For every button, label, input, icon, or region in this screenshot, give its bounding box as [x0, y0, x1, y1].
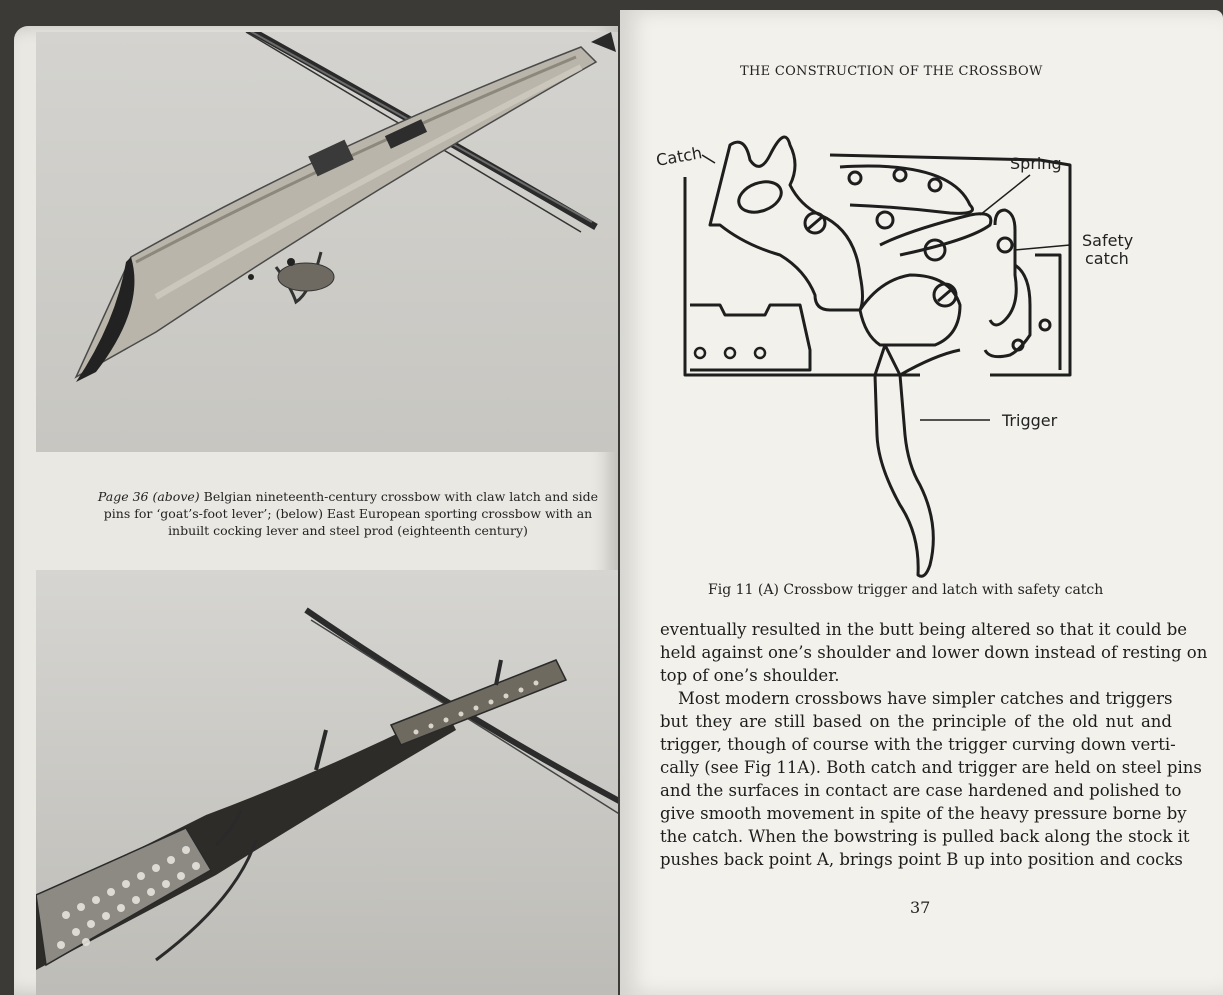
caption-line-1: [86, 488, 610, 505]
caption-page-ref: Page 36 (above): [97, 489, 200, 504]
body-line-1: eventually resulted in the butt being altered so that it could be: [660, 620, 1188, 639]
label-safety-catch-2: catch: [1085, 249, 1129, 268]
body-line-2: held against one’s shoulder and lower down instead of resting on: [660, 643, 1208, 662]
right-page: [620, 10, 1223, 995]
label-trigger: Trigger: [1002, 411, 1058, 430]
left-page: [14, 26, 618, 995]
label-spring: Spring: [1010, 154, 1062, 173]
body-line-9: give smooth movement in spite of the heavy pressure borne by: [660, 804, 1187, 823]
photo-caption: [86, 488, 610, 539]
belgian-crossbow-image: [36, 32, 618, 452]
trigger-mechanism-drawing: [650, 105, 1190, 585]
body-line-8: and the surfaces in contact are case hardened and polished to: [660, 781, 1182, 800]
caption-line-1-text: Belgian nineteenth-century crossbow with claw latch and side: [199, 489, 599, 504]
caption-line-3: inbuilt cocking lever and steel prod (eighteenth century): [168, 523, 528, 538]
body-text: [660, 618, 1208, 871]
photo-belgian-crossbow: [36, 32, 618, 452]
figure-caption: Fig 11 (A) Crossbow trigger and latch with safety catch: [708, 582, 1104, 598]
body-line-5: but they are still based on the principle of the old nut and: [660, 712, 1172, 731]
body-line-3: top of one’s shoulder.: [660, 666, 840, 685]
trigger-latch-diagram: [650, 105, 1190, 589]
body-line-10: the catch. When the bowstring is pulled back along the stock it: [660, 827, 1190, 846]
label-catch: Catch: [654, 143, 704, 170]
page-number: 37: [910, 898, 931, 917]
running-head: THE CONSTRUCTION OF THE CROSSBOW: [740, 64, 1043, 79]
label-safety-catch-1: Safety: [1082, 231, 1134, 250]
east-european-crossbow-image: [36, 570, 618, 995]
caption-line-2: pins for ‘goat’s-foot lever’; (below) East European sporting crossbow with an: [103, 506, 593, 521]
body-line-4: Most modern crossbows have simpler catches and triggers: [678, 689, 1173, 708]
body-line-6: trigger, though of course with the trigger curving down verti-: [660, 735, 1176, 754]
body-line-11: pushes back point A, brings point B up into position and cocks: [660, 850, 1183, 869]
body-line-7: cally (see Fig 11A). Both catch and trigger are held on steel pins: [660, 758, 1202, 777]
photo-east-european-crossbow: [36, 570, 618, 995]
